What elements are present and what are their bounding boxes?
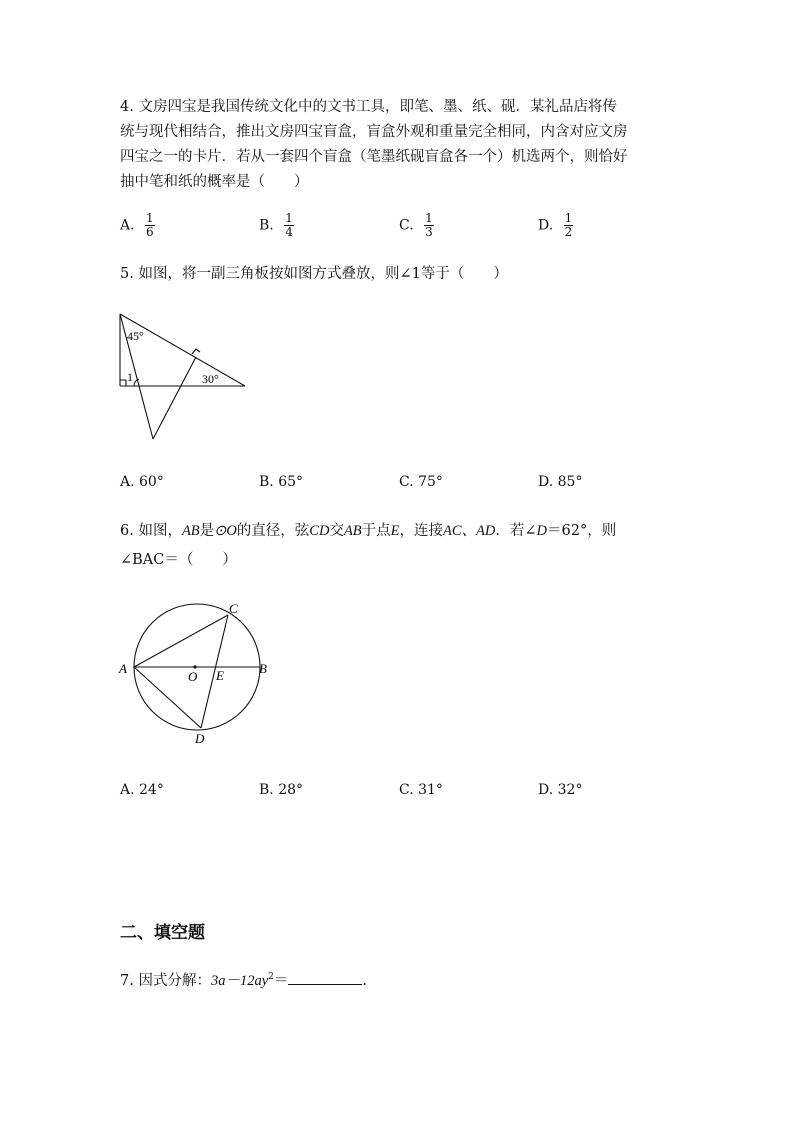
angle-1-label: 1 (127, 370, 133, 384)
q6-option-d[interactable]: D. 32° (538, 782, 583, 798)
q5-triangle-figure (110, 305, 255, 450)
q7-line: 7. 因式分解：$3a-12ay^2=$ . (120, 966, 367, 992)
point-c-label: C (229, 601, 238, 616)
q5-option-a[interactable]: A. 60° (120, 474, 164, 490)
q4-option-a[interactable]: A. $\frac{1}{6}$ (120, 211, 154, 239)
point-o-label: O (188, 669, 198, 684)
q5-option-b[interactable]: B. 65° (259, 474, 304, 490)
answer-blank[interactable] (288, 970, 362, 985)
q5-text: 5. 如图，将一副三角板按如图方式叠放，则∠1等于（ ） (120, 266, 508, 282)
q4-line-1: 4. 文房四宝是我国传统文化中的文书工具，即笔、墨、纸、砚．某礼品店将传 (120, 99, 617, 115)
q7-expression: 3a－12ay (210, 972, 269, 989)
q6-line-1: 6. 如图，AB是⊙O的直径，弦CD交AB于点E，连接AC、AD．若∠D＝62°，则 (120, 523, 617, 539)
q6-option-a[interactable]: A. 24° (120, 782, 164, 798)
point-e-label: E (216, 668, 224, 683)
q6-option-b[interactable]: B. 28° (259, 782, 304, 798)
q6-option-c[interactable]: C. 31° (399, 782, 443, 798)
point-a-label: A (119, 661, 127, 676)
q5-option-d[interactable]: D. 85° (538, 474, 583, 490)
q4-option-b[interactable]: B. $\frac{1}{4}$ (259, 211, 293, 239)
q4-option-d[interactable]: D. $\frac{1}{2}$ (538, 211, 573, 239)
q4-line-4: 抽中笔和纸的概率是（ ） (120, 174, 309, 190)
angle-30-label: 30° (202, 372, 219, 386)
fraction: $\frac{1}{2}$ (564, 211, 573, 239)
fraction: $\frac{1}{3}$ (425, 211, 433, 239)
point-b-label: B (259, 661, 267, 676)
fraction: $\frac{1}{4}$ (285, 211, 293, 239)
q4-option-c[interactable]: C. $\frac{1}{3}$ (399, 211, 433, 239)
q6-circle-figure (115, 598, 280, 748)
q4-line-2: 统与现代相结合，推出文房四宝盲盒，盲盒外观和重量完全相同，内含对应文房 (120, 124, 628, 140)
q5-option-c[interactable]: C. 75° (399, 474, 443, 490)
angle-45-label: 45° (127, 329, 144, 343)
q6-line-2: ∠BAC＝（ ） (120, 552, 237, 568)
section-title: 二、填空题 (120, 923, 205, 943)
circle-o-symbol: ⊙O (214, 523, 237, 539)
fraction: $\frac{1}{6}$ (146, 211, 154, 239)
q4-line-3: 四宝之一的卡片．若从一套四个盲盒（笔墨纸砚盲盒各一个）机选两个，则恰好 (120, 149, 628, 165)
point-d-label: D (195, 731, 205, 746)
